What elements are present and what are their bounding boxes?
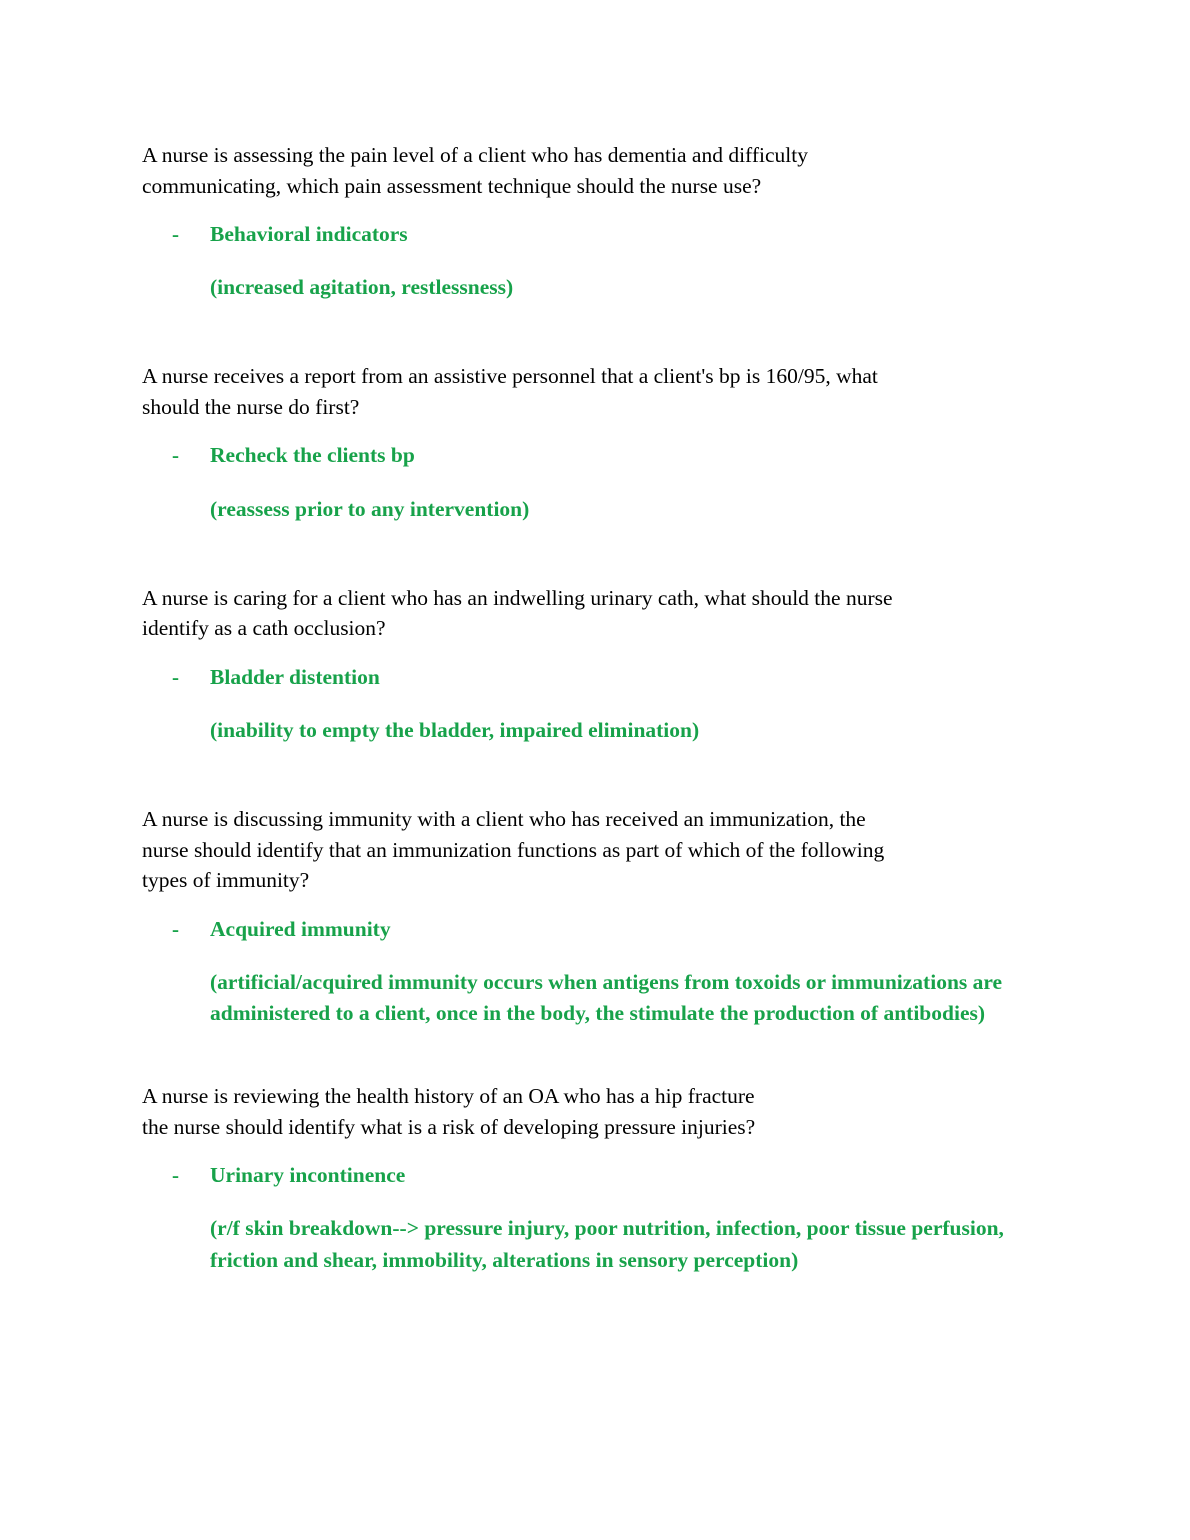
answer-note: (increased agitation, restlessness) <box>210 275 514 300</box>
question-line: A nurse is discussing immunity with a client who has received an immunization, the <box>142 807 866 832</box>
question-line: should the nurse do first? <box>142 394 360 419</box>
answer-text: Urinary incontinence <box>210 1163 406 1188</box>
question-text <box>142 583 1042 644</box>
question-line: nurse should identify that an immunization functions as part of which of the following <box>142 837 885 862</box>
block-spacer <box>142 746 1045 804</box>
question-line: A nurse is caring for a client who has an indwelling urinary cath, what should the nurse <box>142 585 893 610</box>
answer-text: Acquired immunity <box>210 916 391 941</box>
qa-block <box>142 804 1045 1029</box>
block-spacer <box>142 1029 1045 1081</box>
block-spacer <box>142 525 1045 583</box>
answer-note: (reassess prior to any intervention) <box>210 496 530 521</box>
answer-text: Recheck the clients bp <box>210 443 415 468</box>
question-line: A nurse receives a report from an assistive personnel that a client's bp is 160/95, what <box>142 364 878 389</box>
answer-row <box>142 219 1045 250</box>
answer-text: Behavioral indicators <box>210 222 408 247</box>
question-text <box>142 804 1042 896</box>
bullet-dash: - <box>172 222 179 247</box>
answer-row <box>142 440 1045 471</box>
answer-note: (inability to empty the bladder, impaired elimination) <box>210 717 700 742</box>
block-spacer <box>142 303 1045 361</box>
answer-note: (r/f skin breakdown--> pressure injury, poor nutrition, infection, poor tissue perfusion, friction and shear, immobility, alterations in sensory perception) <box>210 1216 1004 1272</box>
question-text <box>142 361 1042 422</box>
answer-row <box>142 1160 1045 1191</box>
qa-block <box>142 583 1045 746</box>
question-text <box>142 1081 1042 1142</box>
question-text <box>142 140 1042 201</box>
question-line: identify as a cath occlusion? <box>142 616 386 641</box>
question-line: types of immunity? <box>142 868 310 893</box>
bullet-dash: - <box>172 443 179 468</box>
answer-note: (artificial/acquired immunity occurs when antigens from toxoids or immunizations are administered to a client, once in the body, the stimulate the production of antibodies) <box>210 969 1003 1026</box>
answer-text: Bladder distention <box>210 664 380 689</box>
qa-block <box>142 361 1045 524</box>
question-line: A nurse is assessing the pain level of a client who has dementia and difficulty <box>142 143 808 167</box>
bullet-dash: - <box>172 916 179 941</box>
bullet-dash: - <box>172 1163 179 1188</box>
answer-row <box>142 662 1045 693</box>
qa-block <box>142 140 1045 303</box>
question-line: communicating, which pain assessment technique should the nurse use? <box>142 173 762 198</box>
answer-row <box>142 914 1045 945</box>
qa-block <box>142 1081 1045 1276</box>
bullet-dash: - <box>172 664 179 689</box>
question-line: the nurse should identify what is a risk of developing pressure injuries? <box>142 1114 756 1139</box>
question-line: A nurse is reviewing the health history of an OA who has a hip fracture <box>142 1084 755 1109</box>
